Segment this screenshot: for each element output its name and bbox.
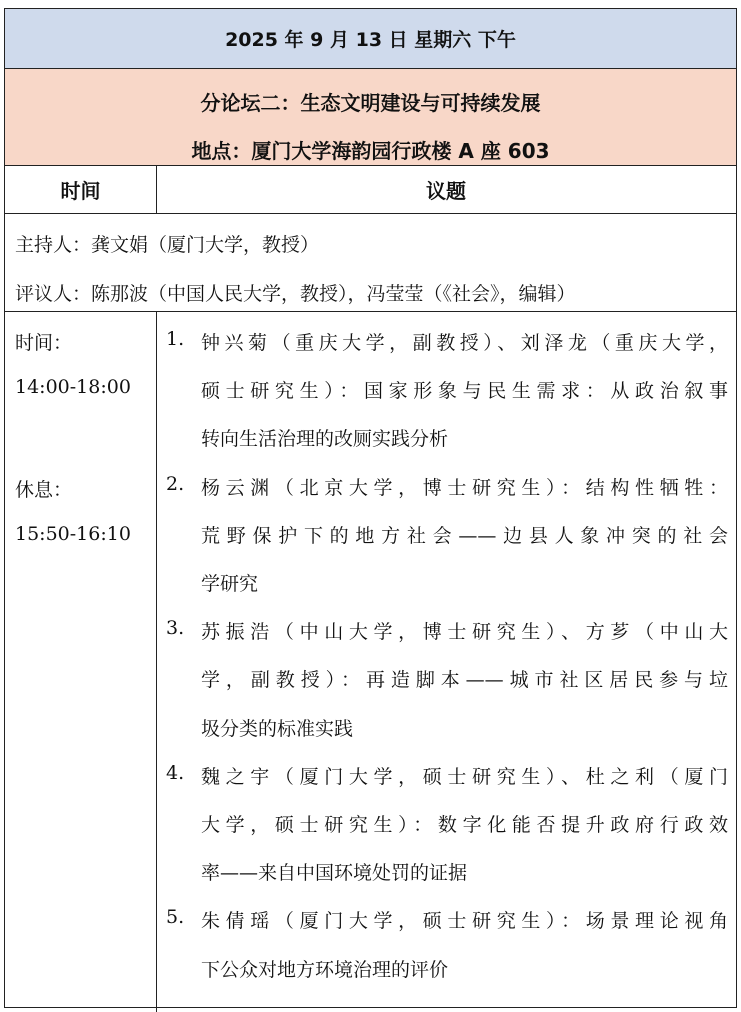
- agenda-item-line: 朱倩瑶（厦门大学，硕士研究生）：场景理论视角: [201, 910, 728, 933]
- agenda-item-number: 1.: [166, 328, 185, 350]
- agenda-item-line: 荒野保护下的地方社会——边县人象冲突的社会: [201, 524, 728, 547]
- schedule-row: [5, 312, 736, 1012]
- date-header: [5, 9, 736, 69]
- column-header-topic: 议题: [426, 179, 466, 203]
- moderator-line: 主持人：龚文娟（厦门大学，教授）: [15, 234, 320, 256]
- agenda-item-number: 4.: [166, 761, 185, 784]
- topics-column: [156, 312, 736, 1012]
- agenda-item-line: 苏振浩（中山大学，博士研究生）、方芗（中山大: [201, 621, 728, 644]
- agenda-item-number: 3.: [166, 617, 185, 640]
- time-label: 时间：: [15, 332, 73, 354]
- agenda-item-line: 圾分类的标准实践: [201, 717, 354, 740]
- agenda-item-number: 2.: [166, 472, 185, 495]
- forum-title: 分论坛二：生态文明建设与可持续发展: [200, 91, 541, 115]
- break-value: 15:50-16:10: [15, 523, 131, 545]
- agenda-item-line: 硕士研究生）：国家形象与民生需求：从政治叙事: [201, 380, 728, 403]
- column-header-row: [5, 166, 736, 214]
- agenda-item-line: 魏之宇（厦门大学，硕士研究生）、杜之利（厦门: [201, 765, 728, 788]
- agenda-item-line: 转向生活治理的改厕实践分析: [201, 428, 449, 451]
- agenda-item-line: 下公众对地方环境治理的评价: [201, 958, 449, 981]
- agenda-item-line: 钟兴菊（重庆大学，副教授）、刘泽龙（重庆大学，: [201, 332, 728, 354]
- agenda-item-line: 率——来自中国环境处罚的证据: [201, 862, 468, 885]
- forum-header: [5, 69, 736, 166]
- time-value: 14:00-18:00: [15, 376, 131, 398]
- agenda-item-line: 杨云渊（北京大学，博士研究生）：结构性牺牲：: [201, 476, 728, 499]
- agenda-table: [4, 8, 737, 1008]
- discussants-line: 评议人：陈那波（中国人民大学，教授），冯莹莹（《社会》，编辑）: [15, 283, 576, 305]
- column-header-time: 时间: [5, 166, 157, 213]
- agenda-item-line: 学研究: [201, 573, 259, 595]
- break-label: 休息：: [15, 479, 73, 501]
- time-column: [5, 312, 157, 1012]
- agenda-item-line: 学，副教授）：再造脚本——城市社区居民参与垃: [201, 669, 728, 692]
- host-row: [5, 214, 736, 312]
- agenda-item-number: 5.: [166, 906, 185, 929]
- agenda-item-line: 大学，硕士研究生）：数字化能否提升政府行政效: [201, 814, 728, 836]
- date-text: 2025 年 9 月 13 日 星期六 下午: [225, 29, 516, 51]
- forum-location: 地点：厦门大学海韵园行政楼 A 座 603: [191, 139, 550, 163]
